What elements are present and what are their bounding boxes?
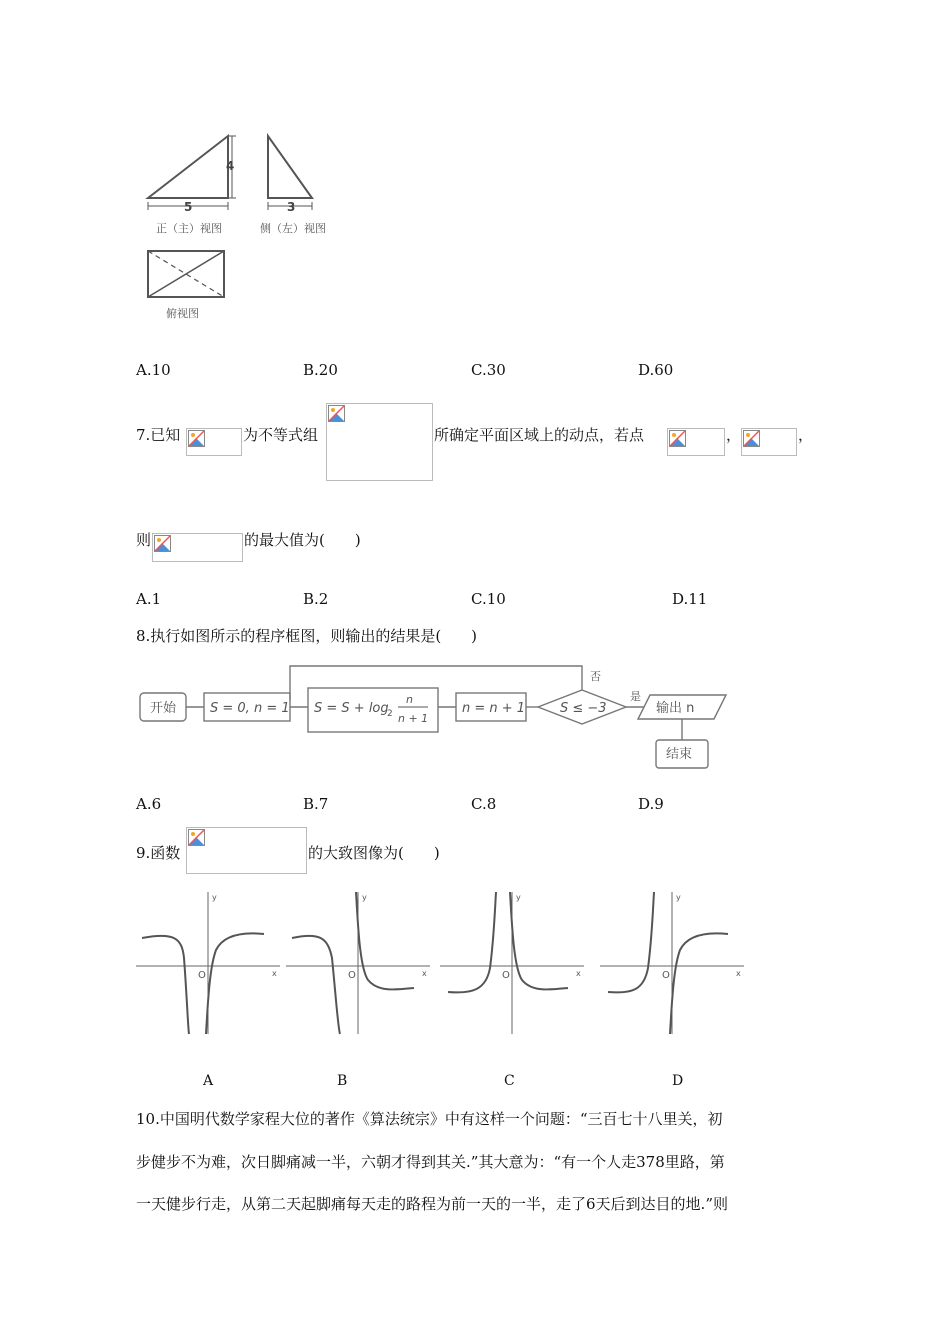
side-view-caption: 侧（左）视图: [260, 222, 326, 235]
q6-option-b: B.20: [303, 361, 338, 379]
function-graph-d: [598, 888, 748, 1038]
svg-text:x: x: [736, 969, 741, 978]
svg-text:x: x: [422, 969, 427, 978]
svg-text:x: x: [272, 969, 277, 978]
flow-start: 开始: [150, 701, 177, 716]
flow-incr: n = n + 1: [462, 701, 526, 716]
front-view-caption: 正（主）视图: [156, 222, 222, 235]
svg-text:y: y: [516, 893, 521, 902]
q10-line1: 10.中国明代数学家程大位的著作《算法统宗》中有这样一个问题：“三百七十八里关，初: [136, 1110, 723, 1128]
flow-log-base: 2: [387, 709, 393, 719]
broken-image-icon: [669, 430, 686, 447]
q7-option-d: D.11: [672, 590, 708, 608]
broken-image-icon: [188, 430, 205, 447]
q8-option-a: A.6: [136, 795, 162, 813]
flow-output: 输出 n: [656, 701, 695, 716]
q9-suffix: 的大致图像为( ): [308, 844, 440, 862]
q8-option-c: C.8: [471, 795, 497, 813]
graph-label-a: A: [203, 1073, 214, 1089]
q9-prefix: 9.函数: [136, 844, 181, 862]
q6-option-a: A.10: [136, 361, 171, 379]
q7-part3: 所确定平面区域上的动点，若点: [434, 426, 645, 444]
formula-image-placeholder: [186, 827, 307, 874]
side-view-triangle: [268, 136, 312, 198]
q7-prefix: 7.已知: [136, 426, 181, 444]
front-view-triangle: [148, 136, 228, 198]
function-graph-c: [438, 888, 588, 1038]
svg-text:O: O: [662, 970, 670, 981]
broken-image-icon: [154, 535, 171, 552]
q7-line2-prefix: 则: [136, 531, 152, 549]
q6-option-d: D.60: [638, 361, 674, 379]
formula-image-placeholder: [152, 533, 243, 562]
q7-comma2: ，: [798, 426, 814, 444]
dim-height: 4: [226, 159, 235, 173]
flow-no-label: 否: [590, 670, 601, 683]
formula-image-placeholder: [326, 403, 433, 481]
dim-side-width: 3: [287, 200, 296, 214]
broken-image-icon: [188, 829, 205, 846]
flow-update: S = S + log: [314, 701, 389, 716]
q7-option-b: B.2: [303, 590, 329, 608]
broken-image-icon: [328, 405, 345, 422]
formula-image-placeholder: [667, 428, 725, 456]
formula-image-placeholder: [741, 428, 797, 456]
flow-yes-label: 是: [630, 690, 641, 703]
flowchart: [136, 660, 736, 775]
q7-part2: 为不等式组: [243, 426, 319, 444]
flow-end: 结束: [666, 747, 693, 762]
dim-front-width: 5: [184, 200, 193, 214]
flow-cond: S ≤ −3: [560, 701, 607, 716]
svg-text:y: y: [362, 893, 367, 902]
q7-comma1: ，: [726, 426, 742, 444]
flow-frac-num: n: [406, 693, 413, 706]
flow-init: S = 0, n = 1: [210, 701, 290, 716]
graph-label-d: D: [672, 1073, 684, 1089]
broken-image-icon: [743, 430, 760, 447]
q8-option-d: D.9: [638, 795, 664, 813]
q7-option-a: A.1: [136, 590, 162, 608]
q6-option-c: C.30: [471, 361, 506, 379]
formula-image-placeholder: [186, 428, 242, 456]
flow-frac-den: n + 1: [398, 712, 429, 725]
q10-line3: 一天健步行走，从第二天起脚痛每天走的路程为前一天的一半，走了6天后到达目的地.”则: [136, 1195, 728, 1213]
q7-option-c: C.10: [471, 590, 506, 608]
svg-text:y: y: [676, 893, 681, 902]
svg-text:O: O: [348, 970, 356, 981]
function-graph-a: [134, 888, 284, 1038]
svg-text:y: y: [212, 893, 217, 902]
q7-line2-suffix: 的最大值为( ): [244, 531, 361, 549]
graph-label-b: B: [337, 1073, 348, 1089]
q10-line2: 步健步不为难，次日脚痛减一半，六朝才得到其关.”其大意为：“有一个人走378里路，第: [136, 1153, 725, 1171]
svg-text:O: O: [502, 970, 510, 981]
svg-text:x: x: [576, 969, 581, 978]
top-view-caption: 俯视图: [166, 307, 199, 320]
graph-label-c: C: [504, 1073, 515, 1089]
q8-question: 8.执行如图所示的程序框图，则输出的结果是( ): [136, 627, 478, 645]
svg-text:O: O: [198, 970, 206, 981]
q8-option-b: B.7: [303, 795, 329, 813]
function-graph-b: [284, 888, 434, 1038]
